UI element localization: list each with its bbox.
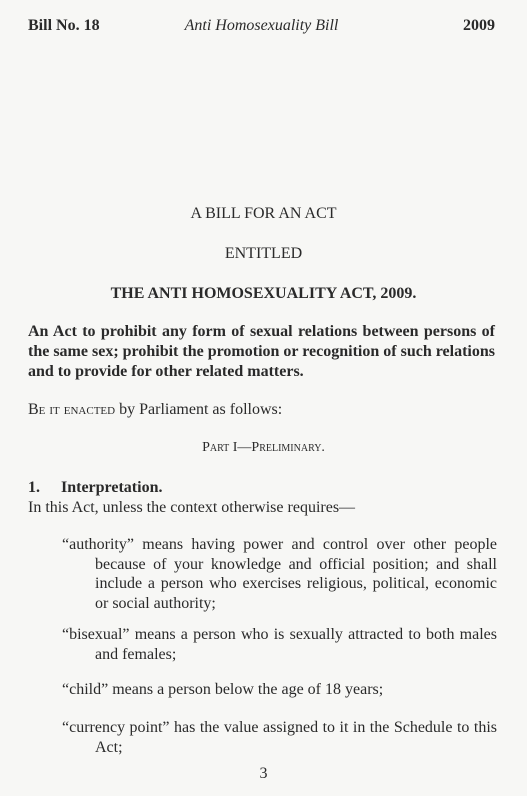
act-short-title: THE ANTI HOMOSEXUALITY ACT, 2009.	[110, 285, 417, 302]
bill-year: 2009	[463, 17, 495, 34]
section-title: Interpretation.	[61, 479, 163, 496]
bill-heading: A BILL FOR AN ACT	[190, 205, 337, 222]
definition-authority: “authority” means having power and control over other people because of your knowledge and official position; and shall include a person who exercises religious, political, economic or social authority;	[62, 536, 497, 612]
long-title: An Act to prohibit any form of sexual relations between persons of the same sex; prohibit the promotion or recognition of such relations and to provide for other related matters.	[28, 323, 495, 380]
section-intro: In this Act, unless the context otherwise requires—	[28, 499, 356, 516]
definition-currency-point: “currency point” has the value assigned to it in the Schedule to this Act;	[62, 719, 497, 756]
enacting-smallcaps: Be it enacted	[28, 401, 116, 418]
page-header	[28, 17, 495, 37]
part-heading: Part I—Preliminary.	[202, 440, 325, 455]
bill-number: Bill No. 18	[28, 17, 100, 34]
definition-bisexual: “bisexual” means a person who is sexually attracted to both males and females;	[62, 626, 497, 663]
running-title: Anti Homosexuality Bill	[184, 17, 339, 34]
page-number: 3	[259, 765, 268, 782]
entitled-label: ENTITLED	[224, 245, 303, 262]
section-number: 1.	[28, 479, 40, 496]
definition-child: “child” means a person below the age of 18 years;	[62, 681, 384, 698]
enacting-formula	[28, 401, 282, 419]
enacting-rest: by Parliament as follows:	[115, 401, 283, 418]
section-heading	[28, 479, 162, 497]
